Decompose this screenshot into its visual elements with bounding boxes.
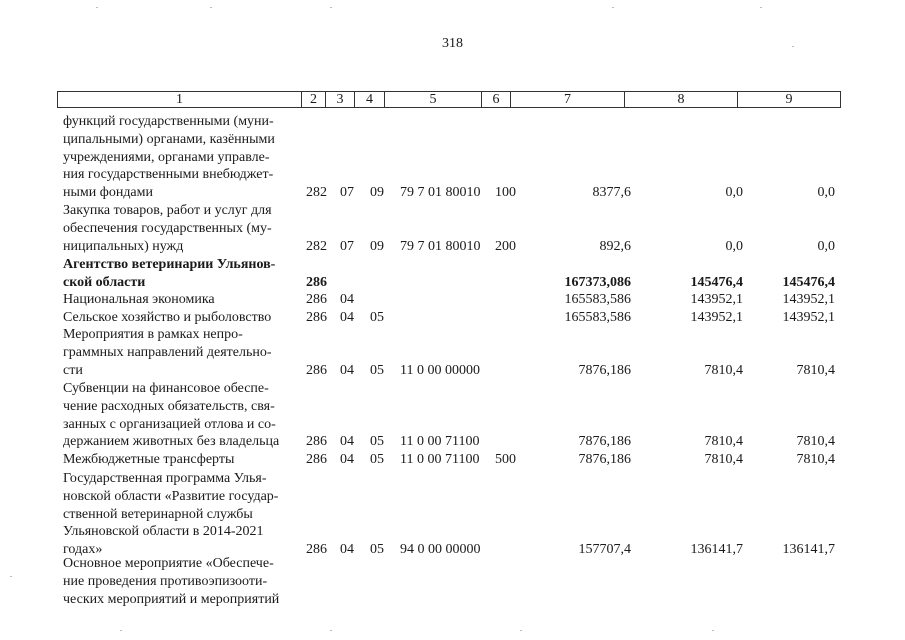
description-line: учреждениями, органами управле-: [63, 149, 270, 165]
description-line: сти: [63, 362, 83, 378]
description-line: Мероприятия в рамках непро-: [63, 327, 243, 342]
cell-col-3: 04: [340, 310, 354, 325]
description-line: граммных направлений деятельно-: [63, 344, 272, 360]
cell-col-5: 94 0 00 00000: [400, 542, 481, 558]
cell-col-6: 200: [495, 238, 516, 254]
scan-speck: [210, 7, 212, 8]
description-line: функций государственными (муни-: [63, 114, 274, 129]
column-header-row: [57, 91, 841, 108]
cell-col-2: 286: [306, 434, 327, 450]
cell-col-6: 100: [495, 185, 516, 201]
column-header-4: 4: [355, 92, 385, 108]
cell-col-3: 04: [340, 292, 354, 307]
cell-col-7: 165583,586: [564, 310, 631, 325]
cell-col-7: 8377,6: [592, 185, 631, 201]
cell-col-2: 282: [306, 185, 327, 201]
cell-col-9: 0,0: [817, 238, 835, 254]
description-line: Сельское хозяйство и рыболовство: [63, 310, 272, 325]
cell-col-2: 286: [306, 542, 327, 558]
column-header-1: 1: [58, 92, 302, 108]
cell-col-7: 167373,086: [564, 274, 631, 290]
column-header-7: 7: [511, 92, 625, 108]
cell-col-9: 7810,4: [796, 434, 835, 450]
cell-col-9: 7810,4: [796, 452, 835, 467]
description-line: Ульяновской области в 2014-2021: [63, 524, 264, 540]
cell-col-5: 11 0 00 71100: [400, 434, 480, 450]
cell-col-9: 145476,4: [782, 274, 835, 290]
column-header-8: 8: [625, 92, 738, 108]
scan-speck: [792, 46, 794, 47]
row-values: [0, 309, 905, 327]
description-line: чение расходных обязательств, свя-: [63, 398, 275, 414]
cell-col-8: 0,0: [725, 185, 743, 201]
cell-col-8: 7810,4: [704, 452, 743, 467]
cell-col-8: 7810,4: [704, 434, 743, 450]
column-header-9: 9: [738, 92, 841, 108]
description-line: Межбюджетные трансферты: [63, 452, 235, 467]
cell-col-9: 143952,1: [782, 292, 835, 307]
cell-col-3: 04: [340, 362, 354, 378]
cell-col-7: 165583,586: [564, 292, 631, 307]
cell-col-8: 7810,4: [704, 362, 743, 378]
cell-col-8: 0,0: [725, 238, 743, 254]
cell-col-4: 05: [370, 452, 384, 467]
cell-col-4: 09: [370, 238, 384, 254]
row-values: [0, 238, 905, 256]
cell-col-8: 143952,1: [690, 292, 743, 307]
column-header-5: 5: [385, 92, 482, 108]
cell-col-6: 500: [495, 452, 516, 467]
cell-col-5: 11 0 00 00000: [400, 362, 480, 378]
cell-col-2: 286: [306, 274, 327, 290]
row-values: [0, 291, 905, 309]
description-line: Национальная экономика: [63, 292, 215, 307]
description-line: занных с организацией отлова и со-: [63, 416, 276, 432]
cell-col-2: 286: [306, 310, 327, 325]
page-number: 318: [442, 36, 463, 51]
description-line: ственной ветеринарной службы: [63, 506, 253, 522]
cell-col-8: 143952,1: [690, 310, 743, 325]
cell-col-3: 07: [340, 238, 354, 254]
scan-speck: [760, 7, 762, 8]
description-line: ние проведения противоэпизооти-: [63, 573, 268, 589]
cell-col-5: 79 7 01 80010: [400, 238, 481, 254]
cell-col-3: 04: [340, 452, 354, 467]
row-values: [0, 433, 905, 451]
description-line: Основное мероприятие «Обеспече-: [63, 556, 274, 571]
scan-speck: [612, 7, 614, 8]
column-header-3: 3: [326, 92, 355, 108]
description-line: ниципальных) нужд: [63, 238, 184, 254]
scan-speck: [10, 576, 12, 577]
scan-speck: [520, 630, 522, 631]
cell-col-2: 286: [306, 452, 327, 467]
cell-col-3: 07: [340, 185, 354, 201]
cell-col-5: 79 7 01 80010: [400, 185, 481, 201]
description-line: Государственная программа Улья-: [63, 471, 267, 486]
cell-col-4: 05: [370, 310, 384, 325]
row-values: [0, 451, 905, 469]
description-line: Агентство ветеринарии Ульянов-: [63, 257, 276, 272]
description-line: Субвенции на финансовое обеспе-: [63, 381, 269, 396]
cell-col-4: 05: [370, 434, 384, 450]
cell-col-4: 09: [370, 185, 384, 201]
cell-col-7: 892,6: [599, 238, 631, 254]
cell-col-2: 286: [306, 362, 327, 378]
row-description: [63, 555, 298, 608]
description-line: обеспечения государственных (му-: [63, 220, 272, 236]
description-line: годах»: [63, 542, 103, 558]
cell-col-7: 157707,4: [578, 542, 631, 558]
cell-col-2: 286: [306, 292, 327, 307]
scan-speck: [120, 630, 122, 631]
cell-col-7: 7876,186: [578, 362, 631, 378]
scan-speck: [96, 7, 98, 8]
description-line: ния государственными внебюджет-: [63, 167, 274, 183]
cell-col-4: 05: [370, 542, 384, 558]
cell-col-5: 11 0 00 71100: [400, 452, 480, 467]
row-values: [0, 184, 905, 202]
cell-col-7: 7876,186: [578, 434, 631, 450]
cell-col-9: 7810,4: [796, 362, 835, 378]
description-line: ческих мероприятий и мероприятий: [63, 591, 280, 607]
scan-speck: [330, 7, 332, 8]
row-values: [0, 274, 905, 292]
description-line: ской области: [63, 274, 146, 290]
description-line: ными фондами: [63, 185, 154, 201]
cell-col-8: 145476,4: [690, 274, 743, 290]
scan-speck: [712, 630, 714, 631]
description-line: Закупка товаров, работ и услуг для: [63, 203, 272, 218]
description-line: ципальными) органами, казёнными: [63, 131, 275, 147]
cell-col-3: 04: [340, 434, 354, 450]
description-line: новской области «Развитие государ-: [63, 488, 279, 504]
cell-col-2: 282: [306, 238, 327, 254]
row-values: [0, 362, 905, 380]
scan-speck: [330, 630, 332, 631]
cell-col-4: 05: [370, 362, 384, 378]
column-header-6: 6: [482, 92, 511, 108]
column-header-2: 2: [302, 92, 326, 108]
cell-col-7: 7876,186: [578, 452, 631, 467]
cell-col-9: 136141,7: [782, 542, 835, 558]
cell-col-9: 143952,1: [782, 310, 835, 325]
cell-col-9: 0,0: [817, 185, 835, 201]
cell-col-8: 136141,7: [690, 542, 743, 558]
description-line: держанием животных без владельца: [63, 434, 280, 450]
cell-col-3: 04: [340, 542, 354, 558]
